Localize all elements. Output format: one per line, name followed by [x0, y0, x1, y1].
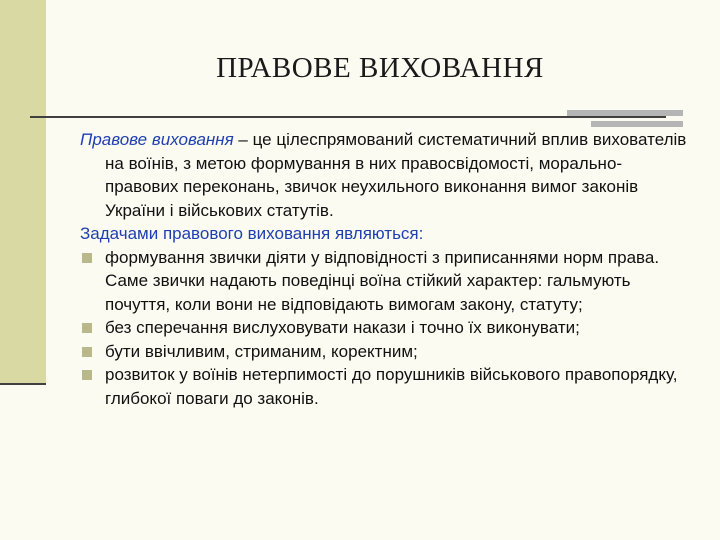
- title-rule: [30, 116, 666, 118]
- list-item-text: формування звички діяти у відповідності з приписаннями норм права. Саме звички надають поведінці воїна стійкий характер: гальмують почуття, коли вони не відповідають вимогам закону, статуту;: [105, 247, 660, 314]
- square-bullet-icon: [82, 370, 92, 380]
- slide-body: [80, 128, 692, 410]
- list-item: [80, 246, 692, 317]
- list-item: [80, 340, 692, 364]
- decorative-side-bar: [0, 0, 46, 383]
- definition-paragraph: [80, 128, 692, 222]
- square-bullet-icon: [82, 347, 92, 357]
- list-item: [80, 363, 692, 410]
- square-bullet-icon: [82, 323, 92, 333]
- list-item: [80, 316, 692, 340]
- title-rule-shadow-lower: [591, 121, 683, 127]
- slide-title: ПРАВОВЕ ВИХОВАННЯ: [216, 52, 544, 84]
- definition-text: – це цілеспрямований систематичний вплив вихователів на воїнів, з метою формування в них правосвідомості, морально-правових переконань, звичок неухильного виконання вимог законів України і військових статутів.: [105, 130, 687, 220]
- list-item-text: розвиток у воїнів нетерпимості до порушників військового правопорядку, глибокої поваги до законів.: [105, 365, 678, 408]
- definition-term: Правове виховання: [80, 130, 234, 149]
- list-item-text: бути ввічливим, стриманим, коректним;: [105, 341, 418, 361]
- list-item-text: без сперечання вислуховувати накази і точно їх виконувати;: [105, 318, 580, 337]
- tasks-heading: Задачами правового виховання являються:: [80, 224, 424, 243]
- square-bullet-icon: [82, 253, 92, 263]
- side-bar-divider: [0, 383, 46, 385]
